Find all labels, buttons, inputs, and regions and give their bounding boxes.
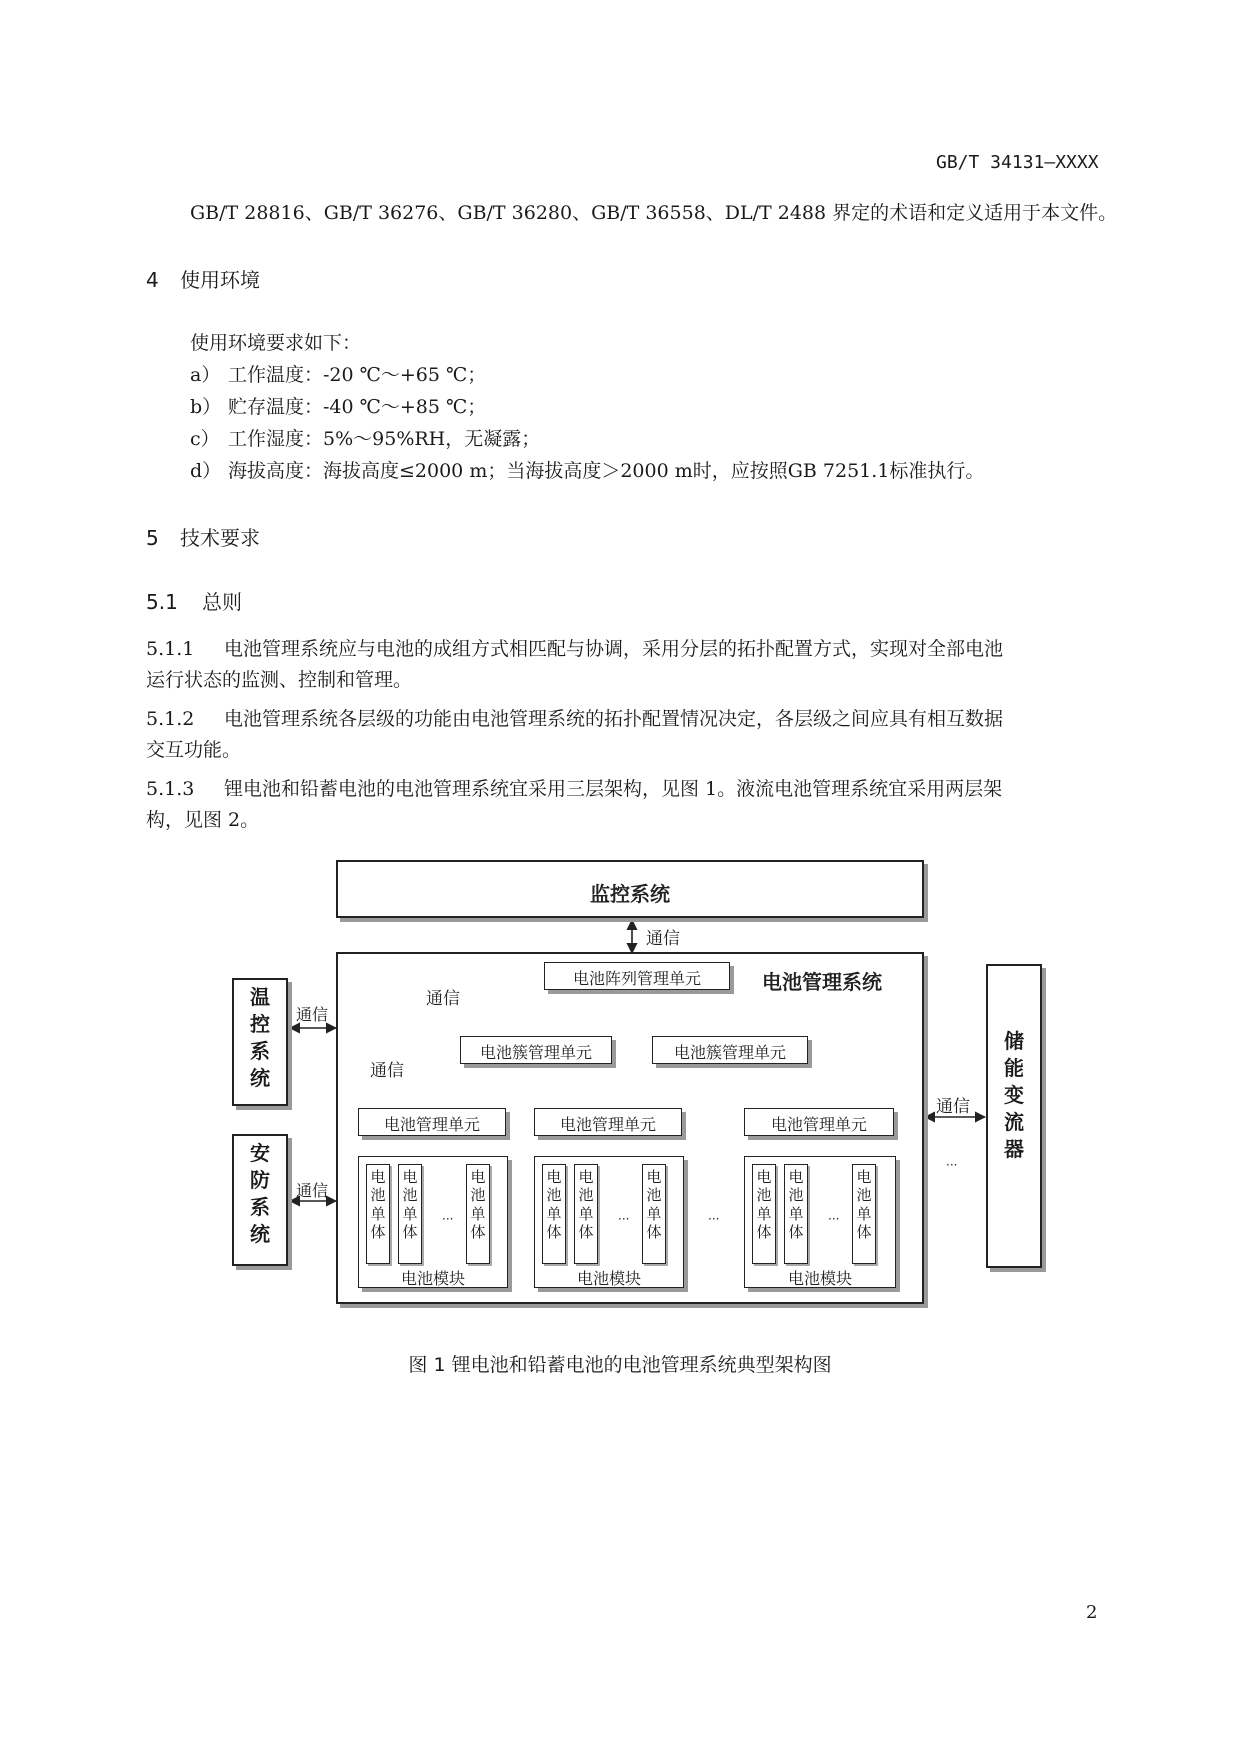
comm-label-temp: 通信 <box>296 1005 329 1024</box>
section-4-number: 4 <box>146 268 159 292</box>
env-item-a-text: 工作温度：-20 ℃～+65 ℃； <box>228 364 487 386</box>
battery-cell: 电 池 单 体 <box>752 1164 776 1264</box>
comm-label-cluster: 通信 <box>370 1061 404 1081</box>
clause-5-1-1-line2: 运行状态的监测、控制和管理。 <box>146 669 413 691</box>
clause-5-1-3-line1: 锂电池和铅蓄电池的电池管理系统宜采用三层架构，见图 1。液流电池管理系统宜采用两层架 <box>224 778 1003 800</box>
cluster-unit-label-1: 电池簇管理单元 <box>479 1043 592 1062</box>
clause-5-1-1-line1: 电池管理系统应与电池的成组方式相匹配与协调，采用分层的拓扑配置方式，实现对全部电池 <box>224 638 1004 660</box>
battery-cell: 电 池 单 体 <box>398 1164 422 1264</box>
comm-label-pcs: 通信 <box>936 1097 970 1117</box>
battery-cell: 电 池 单 体 <box>466 1164 490 1264</box>
pcs-ellipsis: ··· <box>946 1158 958 1172</box>
figure-caption: 图 1 锂电池和铅蓄电池的电池管理系统典型架构图 <box>408 1354 832 1376</box>
env-item-c-text: 工作湿度：5%～95%RH，无凝露； <box>228 428 541 450</box>
env-item-c-mark: c） <box>190 428 220 450</box>
clause-5-1-3-number: 5.1.3 <box>146 778 195 800</box>
env-item-b-text: 贮存温度：-40 ℃～+85 ℃； <box>228 396 487 418</box>
cell-ellipsis: ··· <box>442 1212 454 1226</box>
array-unit-label: 电池阵列管理单元 <box>572 969 701 988</box>
battery-cell: 电 池 单 体 <box>852 1164 876 1264</box>
cell-ellipsis: ··· <box>618 1212 630 1226</box>
env-item-b-mark: b） <box>190 396 222 418</box>
page-number: 2 <box>1086 1602 1098 1623</box>
pcs-label: 储 能 变 流 器 <box>1004 1029 1024 1161</box>
bms-title: 电池管理系统 <box>762 970 882 994</box>
bmu-label-3: 电池管理单元 <box>770 1115 867 1134</box>
clause-5-1-3-line2: 构，见图 2。 <box>146 809 260 831</box>
battery-cell: 电 池 单 体 <box>642 1164 666 1264</box>
clause-5-1-2-line2: 交互功能。 <box>146 739 242 761</box>
comm-label-security: 通信 <box>296 1181 329 1200</box>
section-5-1-title: 总则 <box>202 590 242 614</box>
comm-label-monitor: 通信 <box>646 929 680 949</box>
battery-cell: 电 池 单 体 <box>784 1164 808 1264</box>
temp-control-label: 温 控 系 统 <box>250 985 270 1090</box>
standard-code-header: GB/T 34131—XXXX <box>936 152 1099 173</box>
cluster-unit-label-2: 电池簇管理单元 <box>673 1043 786 1062</box>
env-item-d-mark: d） <box>190 460 222 482</box>
clause-5-1-2-number: 5.1.2 <box>146 708 195 730</box>
env-item-a-mark: a） <box>190 364 221 386</box>
section-4-title: 使用环境 <box>180 268 260 292</box>
module-label-1: 电池模块 <box>400 1269 465 1288</box>
module-label-3: 电池模块 <box>787 1269 852 1288</box>
comm-label-array: 通信 <box>426 989 460 1009</box>
module-ellipsis: ··· <box>708 1212 720 1226</box>
monitor-system-label: 监控系统 <box>590 882 670 906</box>
security-label: 安 防 系 统 <box>250 1141 270 1246</box>
battery-cell: 电 池 单 体 <box>542 1164 566 1264</box>
section-5-title: 技术要求 <box>180 526 260 550</box>
clause-5-1-1-number: 5.1.1 <box>146 638 195 660</box>
clause-5-1-2-line1: 电池管理系统各层级的功能由电池管理系统的拓扑配置情况决定，各层级之间应具有相互数据 <box>224 708 1004 730</box>
battery-cell: 电 池 单 体 <box>366 1164 390 1264</box>
bmu-label-2: 电池管理单元 <box>559 1115 656 1134</box>
section-5-1-number: 5.1 <box>146 590 178 614</box>
bmu-label-1: 电池管理单元 <box>383 1115 480 1134</box>
cell-ellipsis: ··· <box>828 1212 840 1226</box>
section-5-number: 5 <box>146 526 159 550</box>
terms-sentence: GB/T 28816、GB/T 36276、GB/T 36280、GB/T 36558、DL/T 2488 界定的术语和定义适用于本文件。 <box>190 202 1118 224</box>
module-label-2: 电池模块 <box>576 1269 641 1288</box>
env-item-d-text: 海拔高度：海拔高度≤2000 m；当海拔高度＞2000 m时，应按照GB 7251.1标准执行。 <box>228 460 985 482</box>
env-lead: 使用环境要求如下： <box>190 332 362 354</box>
battery-cell: 电 池 单 体 <box>574 1164 598 1264</box>
